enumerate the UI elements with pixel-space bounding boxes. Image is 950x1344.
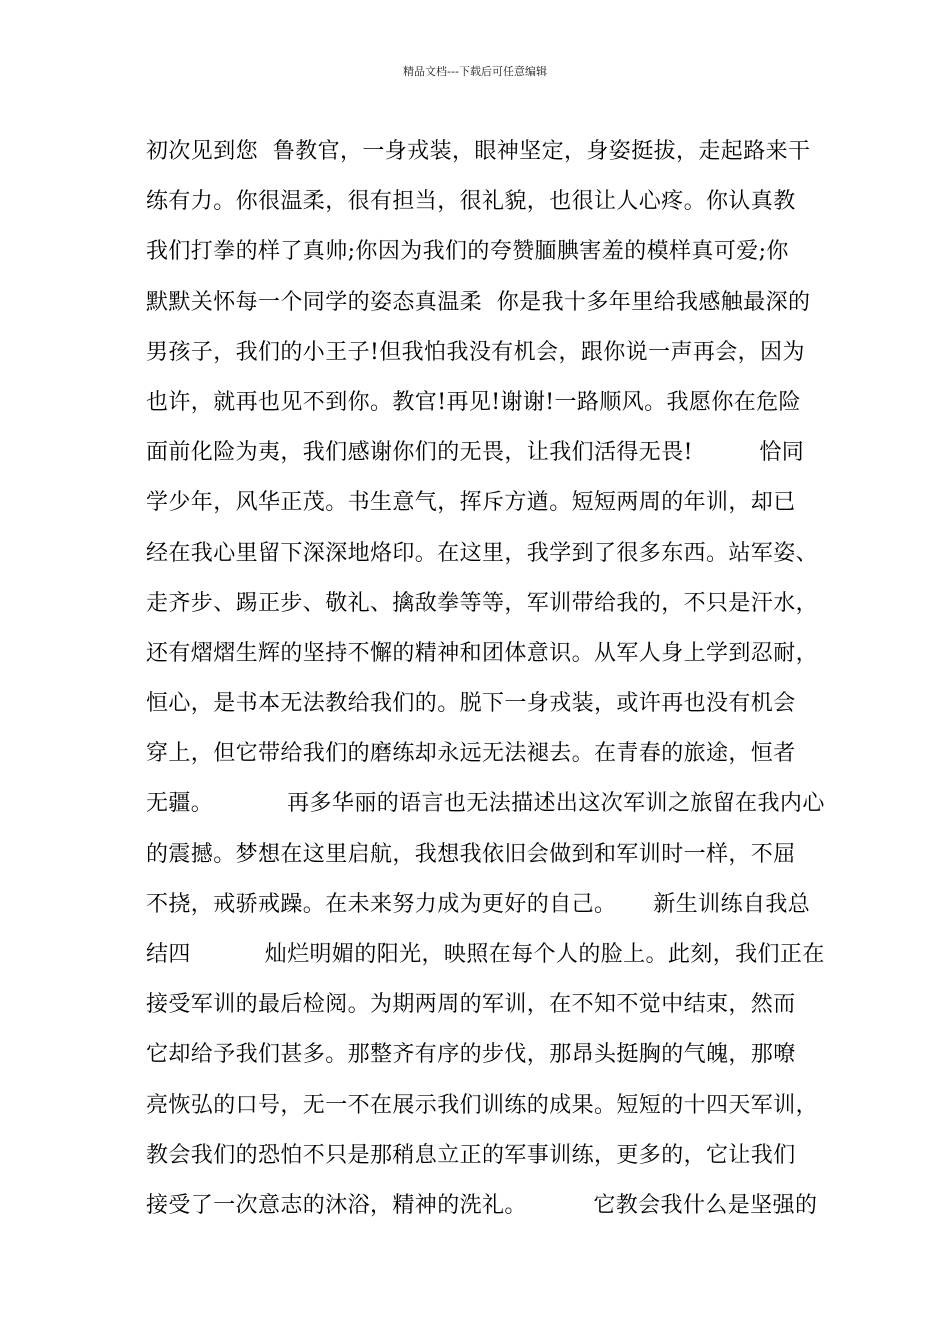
text-line: 教会我们的恐怕不只是那稍息立正的军事训练，更多的，它让我们 <box>146 1142 796 1168</box>
text-line: 面前化险为夷，我们感谢你们的无畏，让我们活得无畏! 恰同 <box>146 440 805 466</box>
text-line: 接受了一次意志的沐浴，精神的洗礼。 它教会我什么是坚强的 <box>146 1192 818 1218</box>
document-body <box>146 134 825 1238</box>
text-line: 走齐步、踢正步、敬礼、擒敌拳等等，军训带给我的，不只是汗水， <box>146 590 819 616</box>
text-line: 学少年，风华正茂。书生意气，挥斥方遒。短短两周的年训，却已 <box>146 490 796 516</box>
text-line: 亮恢弘的口号，无一不在展示我们训练的成果。短短的十四天军训， <box>146 1092 819 1118</box>
text-line: 结四 灿烂明媚的阳光，映照在每个人的脸上。此刻，我们正在 <box>146 942 825 967</box>
text-line: 穿上，但它带给我们的磨练却永远无法褪去。在青春的旅途，恒者 <box>146 741 796 767</box>
text-line: 男孩子，我们的小王子!但我怕我没有机会，跟你说一声再会，因为 <box>146 339 805 365</box>
text-line: 无疆。 再多华丽的语言也无法描述出这次军训之旅留在我内心 <box>146 791 825 817</box>
text-line: 我们打拳的样了真帅;你因为我们的夸赞腼腆害羞的模样真可爱;你 <box>146 239 789 265</box>
text-line: 经在我心里留下深深地烙印。在这里，我学到了很多东西。站军姿、 <box>146 540 819 566</box>
text-line: 的震撼。梦想在这里启航，我想我依旧会做到和军训时一样，不屈 <box>146 841 796 867</box>
text-line: 练有力。你很温柔，很有担当，很礼貌，也很让人心疼。你认真教 <box>146 189 796 215</box>
text-line: 接受军训的最后检阅。为期两周的军训，在不知不觉中结束，然而 <box>146 992 796 1018</box>
text-line: 初次见到您 鲁教官，一身戎装，眼神坚定，身姿挺拔，走起路来干 <box>146 139 811 164</box>
text-line: 默默关怀每一个同学的姿态真温柔 你是我十多年里给我感触最深的 <box>146 289 811 315</box>
text-line: 不挠，戒骄戒躁。在未来努力成为更好的自己。 新生训练自我总 <box>146 891 811 917</box>
text-line: 也许，就再也见不到你。教官!再见!谢谢!一路顺风。我愿你在危险 <box>146 389 801 415</box>
text-line: 它却给予我们甚多。那整齐有序的步伐，那昂头挺胸的气魄，那嘹 <box>146 1042 796 1068</box>
page-header: 精品文档---下载后可任意编辑 <box>403 65 547 78</box>
text-line: 恒心，是书本无法教给我们的。脱下一身戎装，或许再也没有机会 <box>146 691 796 717</box>
text-line: 还有熠熠生辉的坚持不懈的精神和团体意识。从军人身上学到忍耐， <box>146 640 819 666</box>
